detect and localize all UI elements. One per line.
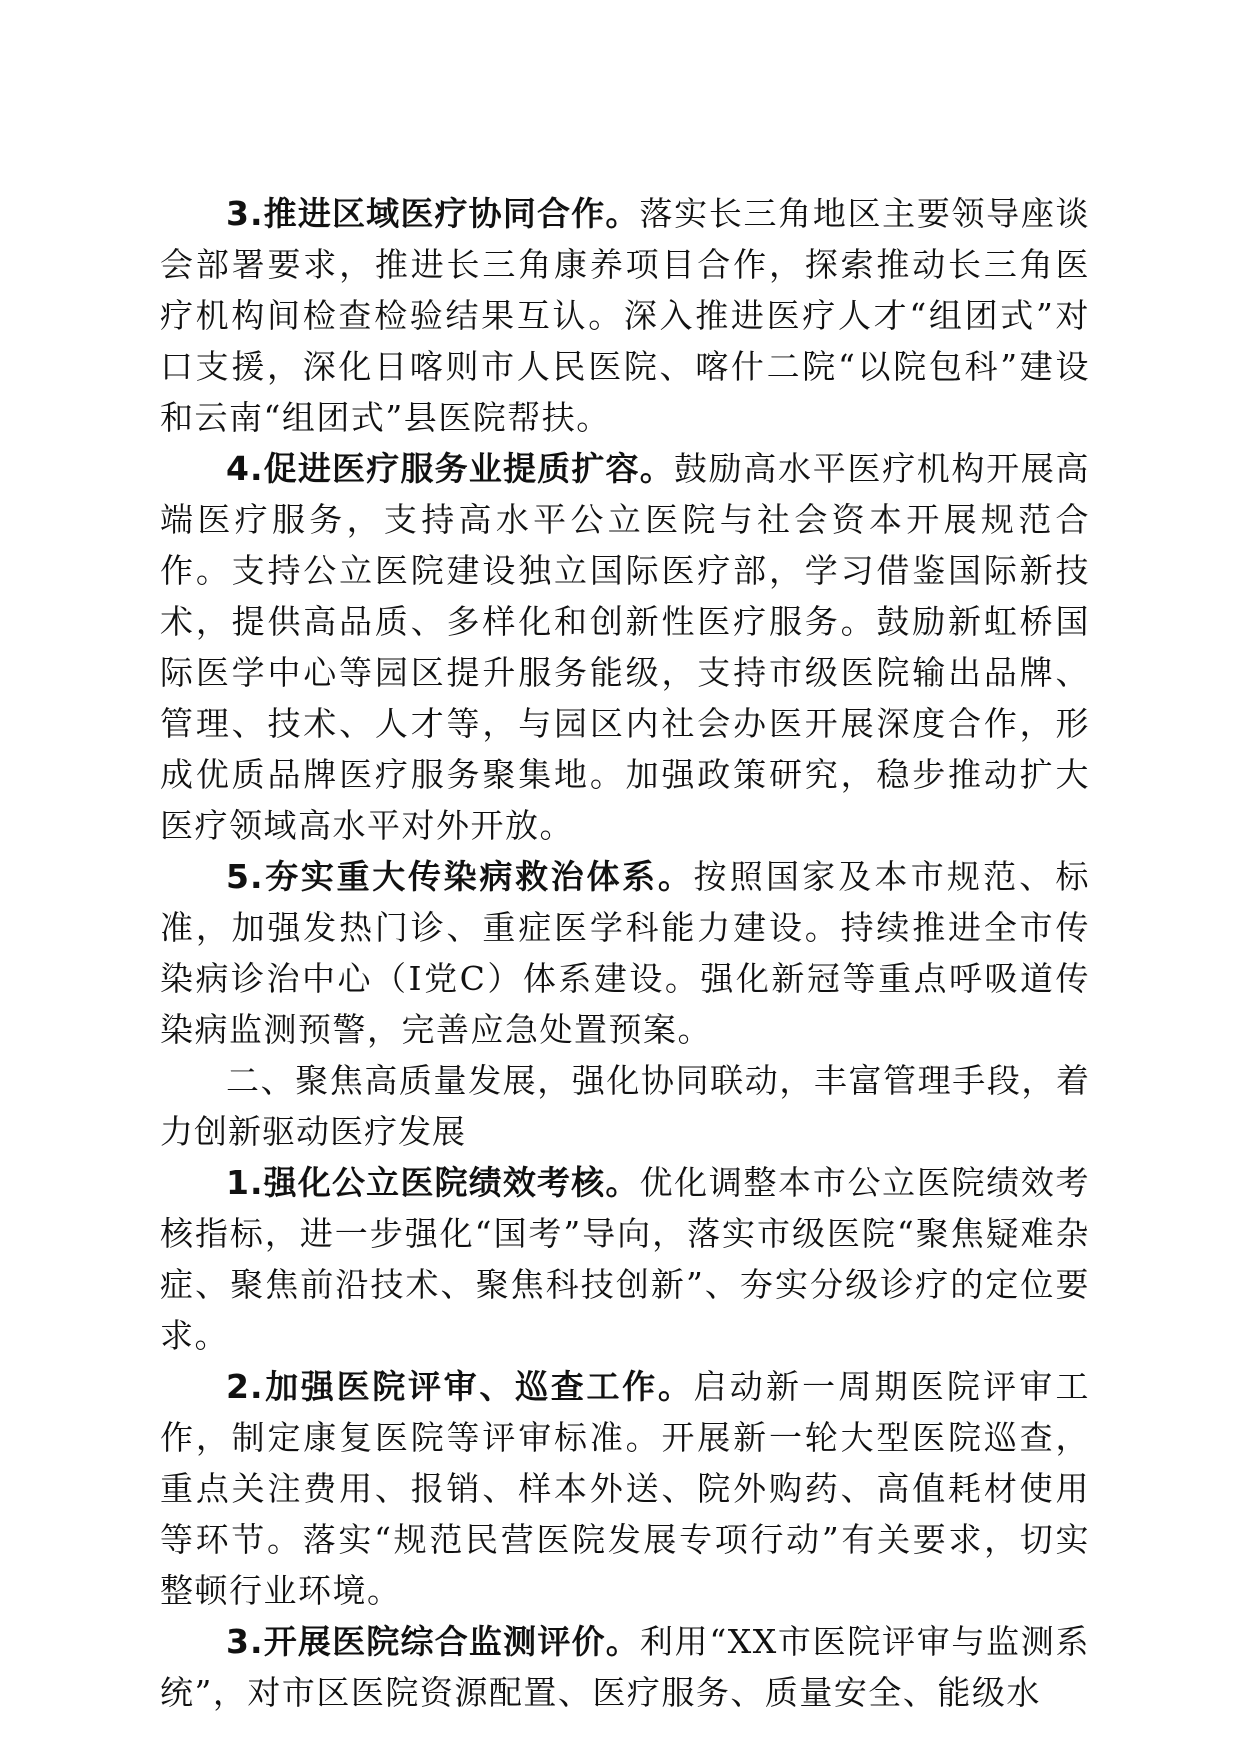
paragraph-medical-services <box>160 443 1090 851</box>
paragraph-heading: 1.强化公立医院绩效考核。 <box>226 1163 640 1202</box>
paragraph-hospital-monitoring <box>160 1616 1090 1718</box>
paragraph-heading: 4.促进医疗服务业提质扩容。 <box>226 449 674 488</box>
paragraph-body: 按照国家及本市规范、标准，加强发热门诊、重症医学科能力建设。持续推进全市传染病诊治中心（I党C）体系建设。强化新冠等重点呼吸道传染病监测预警，完善应急处置预案。 <box>160 857 1091 1049</box>
paragraph-performance-review <box>160 1157 1090 1361</box>
paragraph-infectious-disease <box>160 851 1090 1055</box>
paragraph-body: 利用“XX市医院评审与监测系统”，对市区医院资源配置、医疗服务、质量安全、能级水 <box>160 1622 1090 1712</box>
document-page <box>160 188 1090 1718</box>
section-title: 二、聚焦高质量发展，强化协同联动，丰富管理手段，着力创新驱动医疗发展 <box>160 1061 1090 1151</box>
paragraph-regional-cooperation <box>160 188 1090 443</box>
paragraph-heading: 3.开展医院综合监测评价。 <box>226 1622 640 1661</box>
paragraph-hospital-inspection <box>160 1361 1090 1616</box>
paragraph-body: 启动新一周期医院评审工作，制定康复医院等评审标准。开展新一轮大型医院巡查，重点关注费用、报销、样本外送、院外购药、高值耗材使用等环节。落实“规范民营医院发展专项行动”有关要求，切实整顿行业环境。 <box>160 1367 1091 1610</box>
paragraph-body: 落实长三角地区主要领导座谈会部署要求，推进长三角康养项目合作，探索推动长三角医疗机构间检查检验结果互认。深入推进医疗人才“组团式”对口支援，深化日喀则市人民医院、喀什二院“以院包科”建设和云南“组团式”县医院帮扶。 <box>160 194 1091 437</box>
paragraph-heading: 2.加强医院评审、巡查工作。 <box>226 1367 694 1406</box>
paragraph-body: 优化调整本市公立医院绩效考核指标，进一步强化“国考”导向，落实市级医院“聚焦疑难杂症、聚焦前沿技术、聚焦科技创新”、夯实分级诊疗的定位要求。 <box>160 1163 1091 1355</box>
paragraph-heading: 5.夯实重大传染病救治体系。 <box>226 857 694 896</box>
paragraph-heading: 3.推进区域医疗协同合作。 <box>226 194 640 233</box>
paragraph-body: 鼓励高水平医疗机构开展高端医疗服务，支持高水平公立医院与社会资本开展规范合作。支持公立医院建设独立国际医疗部，学习借鉴国际新技术，提供高品质、多样化和创新性医疗服务。鼓励新虹桥国际医学中心等园区提升服务能级，支持市级医院输出品牌、管理、技术、人才等，与园区内社会办医开展深度合作，形成优质品牌医疗服务聚集地。加强政策研究，稳步推动扩大医疗领域高水平对外开放。 <box>160 449 1090 845</box>
